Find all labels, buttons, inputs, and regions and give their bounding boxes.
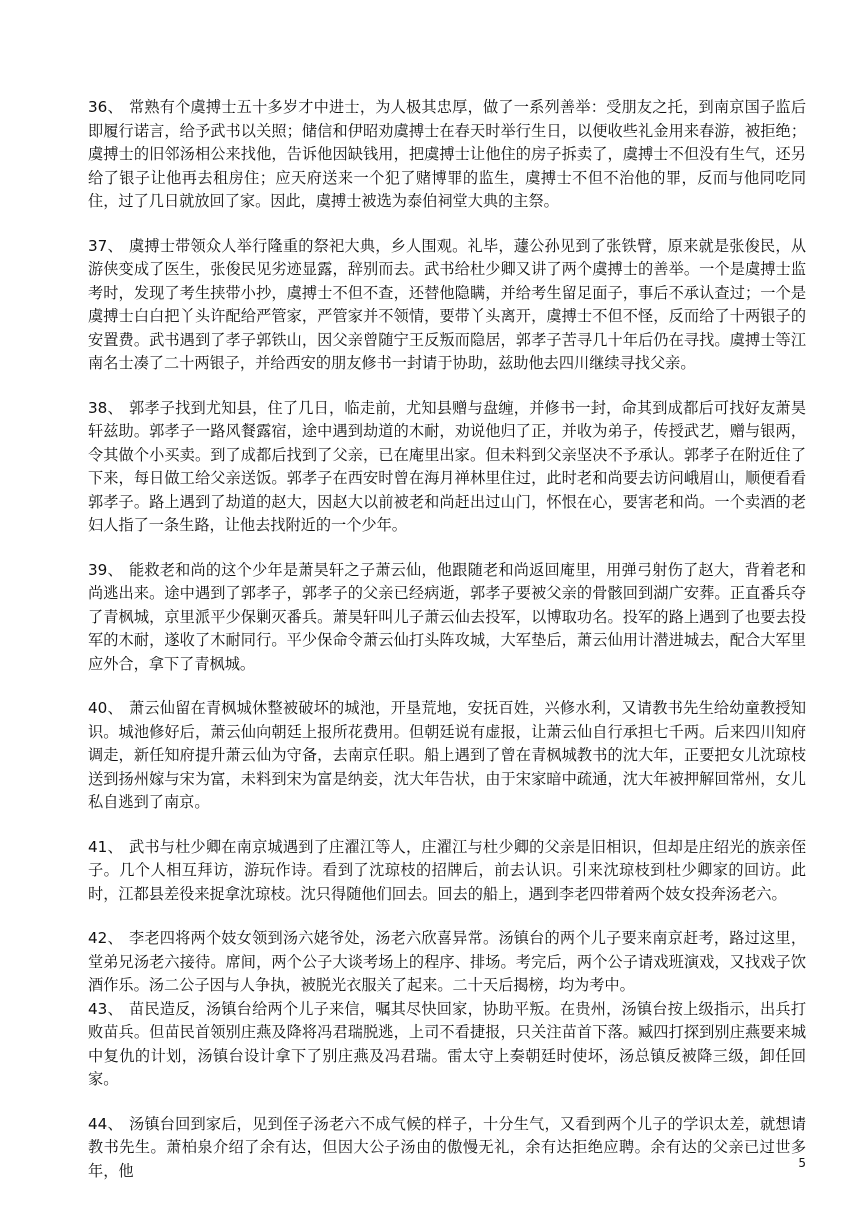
paragraph-text: 萧云仙留在青枫城休整被破坏的城池，开垦荒地，安抚百姓，兴修水利，又请教书先生给幼童教授知识。城池修好后，萧云仙向朝廷上报所花费用。但朝廷说有虚报，让萧云仙自行承担七千两。后来四川知府调走，新任知府提升萧云仙为守备，去南京任职。船上遇到了曾在青枫城教书的沈大年，正要把女儿沈琼枝送到扬州嫁与宋为富，未料到宋为富是纳妾，沈大年告状，由于宋家暗中疏通，沈大年被押解回常州，女儿私自逃到了南京。 [88,699,807,811]
paragraph-text: 汤镇台回到家后，见到侄子汤老六不成气候的样子，十分生气，又看到两个儿子的学识太差，就想请教书先生。萧柏泉介绍了余有达，但因大公子汤由的傲慢无礼，余有达拒绝应聘。余有达的父亲已过世多年，他 [88,1114,807,1180]
paragraph-text: 李老四将两个妓女领到汤六姥爷处，汤老六欣喜异常。汤镇台的两个儿子要来南京赶考，路过这里，堂弟兄汤老六接待。席间，两个公子大谈考场上的程序、排场。考完后，两个公子请戏班演戏，又找戏子饮酒作乐。汤二公子因与人争执，被脱光衣服关了起来。二十天后揭榜，均为考中。 [88,929,807,994]
paragraph-44 [88,1113,806,1184]
paragraph-number: 41、 [88,837,123,856]
paragraph-42 [88,927,806,998]
paragraph-37 [88,235,806,376]
document-page [88,96,806,1204]
paragraph-number: 38、 [88,398,123,417]
paragraph-text: 郭孝子找到尤知县，住了几日，临走前，尤知县赠与盘缠，并修书一封，命其到成都后可找好友萧昊轩兹助。郭孝子一路风餐露宿，途中遇到劫道的木耐，劝说他归了正，并收为弟子，传授武艺，赠与银两，令其做个小买卖。到了成都后找到了父亲，已在庵里出家。但未料到父亲坚决不予承认。郭孝子在附近住了下来，每日做工给父亲送饭。郭孝子在西安时曾在海月禅林里住过，此时老和尚要去访问峨眉山，顺便看看郭孝子。路上遇到了劫道的赵大，因赵大以前被老和尚赶出过山门，怀恨在心，要害老和尚。一个卖酒的老妇人指了一条生路，让他去找附近的一个少年。 [88,398,807,534]
paragraph-text: 虞搏士带领众人举行隆重的祭祀大典，乡人围观。礼毕，蘧公孙见到了张铁臂，原来就是张俊民，从游侠变成了医生，张俊民见劣迹显露，辞别而去。武书给杜少卿又讲了两个虞搏士的善举。一个是虞搏士监考时，发现了考生挟带小抄，虞搏士不但不查，还替他隐瞒，并给考生留足面子，事后不承认查过；一个是虞搏士白白把丫头许配给严管家，严管家并不领情，要带丫头离开，虞搏士不但不怪，反而给了十两银子的安置费。武书遇到了孝子郭铁山，因父亲曾随宁王反叛而隐居，郭孝子苦寻几十年后仍在寻找。虞搏士等江南名士凑了二十两银子，并给西安的朋友修书一封请于协助，兹助他去四川继续寻找父亲。 [88,236,807,372]
paragraph-number: 42、 [88,929,123,947]
paragraph-39 [88,559,806,677]
paragraph-number: 37、 [88,236,123,255]
paragraph-text: 苗民造反，汤镇台给两个儿子来信，嘱其尽快回家，协助平叛。在贵州，汤镇台按上级指示，出兵打败苗兵。但苗民首领别庄燕及降将冯君瑞脱逃，上司不看捷报，只关注苗首下落。臧四打探到别庄燕要来城中复仇的计划，汤镇台设计拿下了别庄燕及冯君瑞。雷太守上奏朝廷时使坏，汤总镇反被降三级，卸任回家。 [88,999,807,1088]
paragraph-number: 36、 [88,98,123,116]
paragraph-36 [88,96,806,214]
paragraph-text: 能救老和尚的这个少年是萧昊轩之子萧云仙，他跟随老和尚返回庵里，用弹弓射伤了赵大，背着老和尚逃出来。途中遇到了郭孝子，郭孝子的父亲已经病逝，郭孝子要被父亲的骨骸回到湖广安葬。正直番兵夺了青枫城，京里派平少保剿灭番兵。萧昊轩叫儿子萧云仙去投军，以博取功名。投军的路上遇到了也要去投军的木耐，遂收了木耐同行。平少保命令萧云仙打头阵攻城，大军垫后，萧云仙用计潜进城去，配合大军里应外合，拿下了青枫城。 [88,560,807,673]
paragraph-41 [88,836,806,907]
paragraph-43 [88,998,806,1092]
paragraph-number: 39、 [88,560,123,579]
page-number: 5 [798,1156,806,1170]
paragraph-number: 44、 [88,1114,123,1133]
paragraph-number: 43、 [88,999,123,1018]
paragraph-38 [88,397,806,538]
paragraph-40 [88,697,806,815]
paragraph-text: 武书与杜少卿在南京城遇到了庄濯江等人，庄濯江与杜少卿的父亲是旧相识，但却是庄绍光的族亲侄子。几个人相互拜访，游玩作诗。看到了沈琼枝的招牌后，前去认识。引来沈琼枝到杜少卿家的回访。此时，江都县差役来捉拿沈琼枝。沈只得随他们回去。回去的船上，遇到李老四带着两个妓女投奔汤老六。 [88,837,807,903]
paragraph-text: 常熟有个虞搏士五十多岁才中进士，为人极其忠厚，做了一系列善举：受朋友之托，到南京国子监后即履行诺言，给予武书以关照；储信和伊昭劝虞搏士在春天时举行生日，以便收些礼金用来春游，被拒绝；虞搏士的旧邻汤相公来找他，告诉他因缺钱用，把虞搏士让他住的房子拆卖了，虞搏士不但没有生气，还另给了银子让他再去租房住；应天府送来一个犯了赌博罪的监生，虞搏士不但不治他的罪，反而与他同吃同住，过了几日就放回了家。因此，虞搏士被选为泰伯祠堂大典的主祭。 [88,98,807,210]
paragraph-number: 40、 [88,699,123,717]
